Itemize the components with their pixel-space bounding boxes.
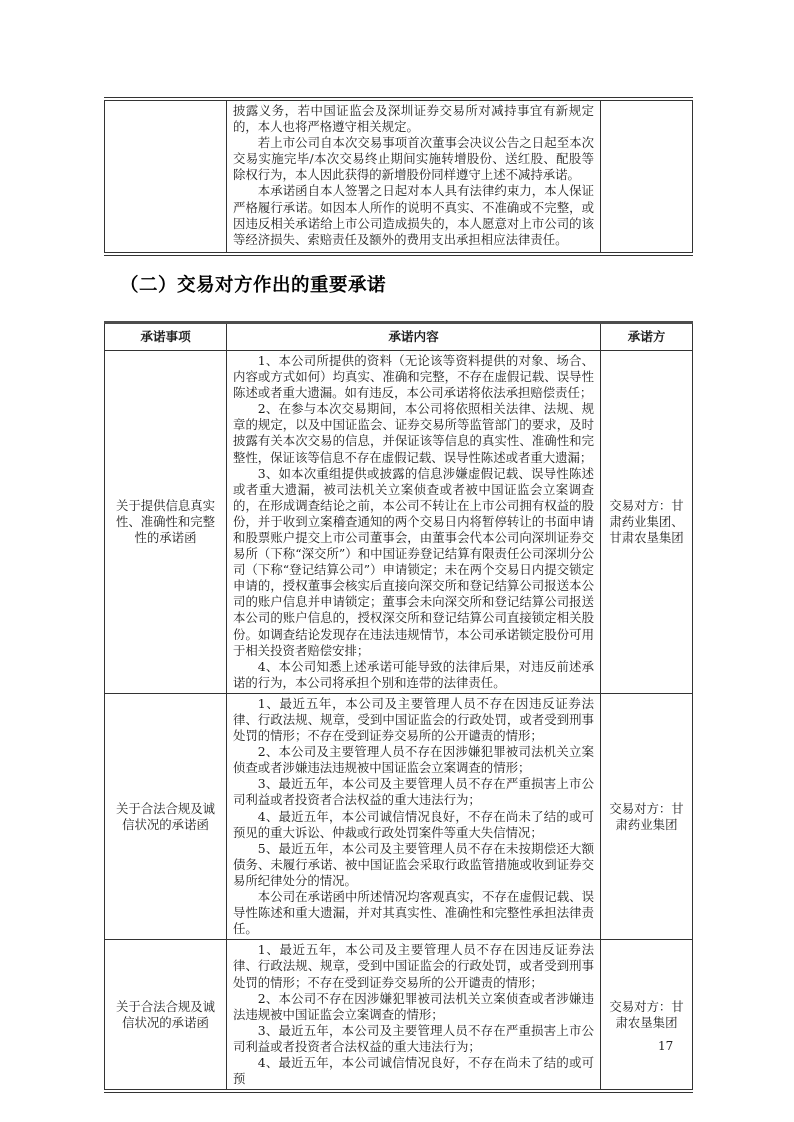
section-heading: （二）交易对方作出的重要承诺 [120,274,387,296]
table-row [105,99,693,254]
paragraph: 2、本公司不存在因涉嫌犯罪被司法机关立案侦查或者涉嫌违法违规被中国证监会立案调查的情形； [233,990,594,1022]
page-number: 17 [658,1039,674,1053]
commitments-table [104,321,693,1093]
commitment-item-cell: 关于提供信息真实性、准确性和完整性的承诺函 [105,350,227,693]
paragraph: 若上市公司自本次交易事项首次董事会决议公告之日起至本次交易实施完毕/本次交易终止期间实施转增股份、送红股、配股等除权行为，本人因此获得的新增股份同样遵守上述不减持承诺。 [233,135,594,183]
paragraph: 3、最近五年，本公司及主要管理人员不存在严重损害上市公司利益或者投资者合法权益的重大违法行为； [233,1022,594,1054]
paragraph: 1、最近五年，本公司及主要管理人员不存在因违反证券法律、行政法规、规章，受到中国证监会的行政处罚，或者受到刑事处罚的情形；不存在受到证券交易所的公开谴责的情形； [233,942,594,990]
paragraph: 4、最近五年，本公司诚信情况良好，不存在尚未了结的或可预 [233,1054,594,1087]
commitment-item-cell: 关于合法合规及诚信状况的承诺函 [105,693,227,939]
column-header: 承诺内容 [227,322,601,350]
commitment-content-cell [227,693,601,939]
continuation-commitment-table [104,97,693,256]
paragraph: 2、在参与本次交易期间，本公司将依照相关法律、法规、规章的规定，以及中国证监会、证券交易所等监管部门的要求，及时披露有关本次交易的信息，并保证该等信息的真实性、准确性和完整性，保证该等信息不存在虚假记载、误导性陈述或者重大遗漏； [233,401,594,465]
commitment-content-cell [227,99,601,254]
paragraph: 2、本公司及主要管理人员不存在因涉嫌犯罪被司法机关立案侦查或者涉嫌违法违规被中国证监会立案调查的情形； [233,744,594,776]
commitment-content-cell [227,350,601,693]
paragraph: 3、最近五年，本公司及主要管理人员不存在严重损害上市公司利益或者投资者合法权益的重大违法行为； [233,776,594,808]
commitment-item-cell: 关于合法合规及诚信状况的承诺函 [105,940,227,1091]
table-row [105,693,693,939]
paragraph: 4、本公司知悉上述承诺可能导致的法律后果，对违反前述承诺的行为，本公司将承担个别和连带的法律责任。 [233,658,594,690]
commitment-item-cell [105,99,227,254]
commitment-party-cell [601,99,693,254]
commitment-content-cell [227,940,601,1091]
commitment-party-cell: 交易对方：甘肃药业集团 [601,693,693,939]
paragraph: 4、最近五年，本公司诚信情况良好，不存在尚未了结的或可预见的重大诉讼、仲裁或行政处罚案件等重大失信情况； [233,808,594,840]
paragraph: 1、本公司所提供的资料（无论该等资料提供的对象、场合、内容或方式如何）均真实、准确和完整，不存在虚假记载、误导性陈述或者重大遗漏。如有违反，本公司承诺将依法承担赔偿责任； [233,352,594,401]
paragraph: 5、最近五年，本公司及主要管理人员不存在未按期偿还大额债务、未履行承诺、被中国证监会采取行政监管措施或收到证券交易所纪律处分的情况。 [233,840,594,888]
paragraph: 1、最近五年，本公司及主要管理人员不存在因违反证券法律、行政法规、规章，受到中国证监会的行政处罚，或者受到刑事处罚的情形；不存在受到证券交易所的公开谴责的情形； [233,695,594,744]
page-content [104,97,692,1093]
paragraph: 披露义务，若中国证监会及深圳证券交易所对减持事宜有新规定的，本人也将严格遵守相关规定。 [233,103,594,135]
paragraph: 本公司在承诺函中所述情况均客观真实，不存在虚假记载、误导性陈述和重大遗漏，并对其真实性、准确性和完整性承担法律责任。 [233,889,594,937]
commitment-party-cell: 交易对方：甘肃农垦集团 [601,940,693,1091]
column-header: 承诺方 [601,322,693,350]
table-row [105,350,693,693]
table-header-row [105,322,693,350]
column-header: 承诺事项 [105,322,227,350]
table-row [105,940,693,1091]
commitment-party-cell: 交易对方：甘肃药业集团、甘肃农垦集团 [601,350,693,693]
paragraph: 3、如本次重组提供或披露的信息涉嫌虚假记载、误导性陈述或者重大遗漏，被司法机关立案侦查或者被中国证监会立案调查的，在形成调查结论之前，本公司不转让在上市公司拥有权益的股份，并于收到立案稽查通知的两个交易日内将暂停转让的书面申请和股票账户提交上市公司董事会，由董事会代本公司向深圳证券交易所（下称“深交所”）和中国证券登记结算有限责任公司深圳分公司（下称“登记结算公司”）申请锁定；未在两个交易日内提交锁定申请的，授权董事会核实后直接向深交所和登记结算公司报送本公司的账户信息并申请锁定；董事会未向深交所和登记结算公司报送本公司的账户信息的，授权深交所和登记结算公司直接锁定相关股份。如调查结论发现存在违法违规情节，本公司承诺锁定股份可用于相关投资者赔偿安排； [233,465,594,658]
paragraph: 本承诺函自本人签署之日起对本人具有法律约束力，本人保证严格履行承诺。如因本人所作的说明不真实、不准确或不完整，或因违反相关承诺给上市公司造成损失的，本人愿意对上市公司的该等经济损失、索赔责任及额外的费用支出承担相应法律责任。 [233,183,594,247]
